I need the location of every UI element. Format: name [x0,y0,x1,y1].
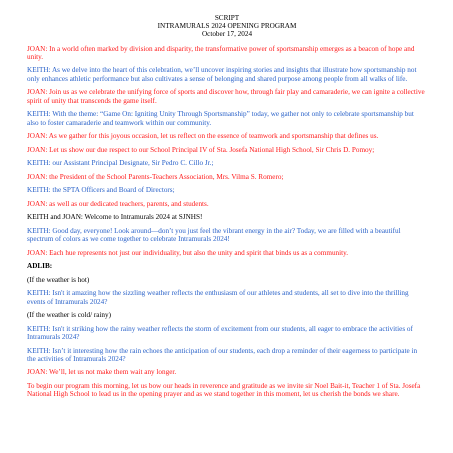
script-line: JOAN: Each hue represents not just our individuality, but also the unity and spirit that binds us as a community. [27,248,349,257]
script-line: KEITH: the SPTA Officers and Board of Directors; [27,186,175,195]
script-line: KEITH: Isn't it striking how the rainy weather reflects the storm of excitement from our students, all eager to embrace the activities of Intramurals 2024? [27,324,413,342]
stage-direction: (If the weather is hot) [27,275,90,284]
script-line: JOAN: In a world often marked by division and disparity, the transformative power of sportsmanship emerges as a beacon of hope and unity. [27,44,415,61]
program-title: INTRAMURALS 2024 OPENING PROGRAM [157,22,297,31]
script-line: JOAN: Join us as we celebrate the unifying force of sports and discover how, through fair play and camaraderie, we can ignite a collective spirit of unity that transcends the game itself. [27,88,425,105]
script-body [27,45,427,399]
script-line: JOAN: Let us show our due respect to our School Principal IV of Sta. Josefa National High School, Sir Chris D. Pomoy; [27,145,375,154]
script-line: KEITH: As we delve into the heart of this celebration, we’ll uncover inspiring stories and insights that illustrate how sportsmanship not only enhances athletic performance but also cultivates a sense of belonging and shared purpose among people from all walks of life. [27,66,417,83]
stage-direction: (If the weather is cold/ rainy) [27,311,112,320]
script-line: KEITH: Isn’t it interesting how the rain echoes the anticipation of our students, each drop a reminder of their eagerness to participate in the activities of Intramurals 2024? [27,346,418,363]
script-line: To begin our program this morning, let us bow our heads in reverence and gratitude as we invite sir Noel Bait-it, Teacher 1 of Sta. Josefa National High School to lead us in the opening prayer and as we stand together in this moment, let us cherish the bonds we share. [27,381,421,399]
script-line: KEITH: Isn't it amazing how the sizzling weather reflects the enthusiasm of our athletes and students, all set to dive into the thrilling events of Intramurals 2024? [27,289,409,306]
script-line: KEITH: our Assistant Principal Designate, Sir Pedro C. Cillo Jr.; [27,159,214,168]
script-line: KEITH and JOAN: Welcome to Intramurals 2024 at SJNHS! [27,213,203,222]
document-header [27,14,427,39]
program-date: October 17, 2024 [201,30,253,39]
script-line: KEITH: Good day, everyone! Look around—don’t you just feel the vibrant energy in the air? Today, we are filled with a beautiful spectrum of colors as we come together to celebrate Intramurals 2024! [27,226,401,244]
script-title: SCRIPT [214,14,240,22]
script-line: JOAN: the President of the School Parents-Teachers Association, Mrs. Vilma S. Romero; [27,172,284,181]
script-line: JOAN: As we gather for this joyous occasion, let us reflect on the essence of teamwork and sportsmanship that defines us. [27,132,379,141]
script-line: JOAN: We’ll, let us not make them wait any longer. [27,368,177,377]
adlib-heading: ADLIB: [27,262,53,271]
script-line: KEITH: With the theme: “Game On: Igniting Unity Through Sportsmanship” today, we gather not only to celebrate sportsmanship but also to foster camaraderie and teamwork within our community. [27,110,414,127]
script-line: JOAN: as well as our dedicated teachers, parents, and students. [27,199,209,208]
